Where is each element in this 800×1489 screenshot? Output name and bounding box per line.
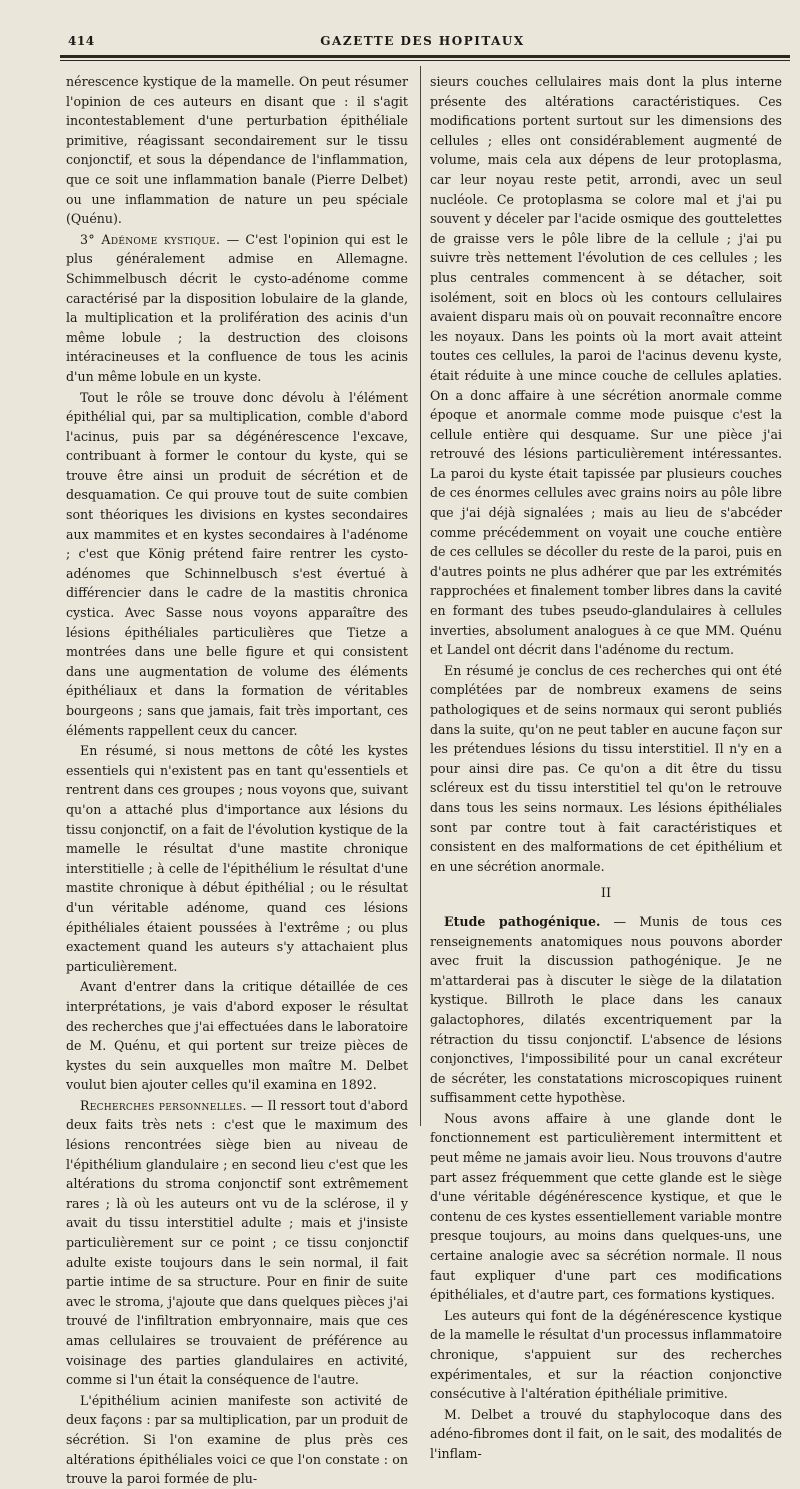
running-title: GAZETTE DES HOPITAUX bbox=[320, 34, 525, 48]
page-number: 414 bbox=[68, 34, 95, 48]
header-rule-thin bbox=[60, 60, 790, 61]
page-header bbox=[60, 30, 785, 50]
paragraph: En résumé, si nous mettons de côté les kystes essentiels qui n'existent pas en tant qu'essentiels et rentrent dans ces groupes ; nous voyons que, suivant qu'on a attaché plus d'importance aux lésions du tissu conjonctif, on a fait de l'évolution kystique de la mamelle le résultat d'une mastite chronique interstitielle ; à celle de l'épithélium le résultat d'une mastite chronique à début épithélial ; ou le résultat d'un véritable adénome, quand ces lésions épithéliales étaient poussées à l'extrême ; ou plus exactement quand les auteurs s'y attachaient plus particulièrement. bbox=[66, 743, 408, 974]
paragraph: M. Delbet a trouvé du staphylocoque dans des adéno-fibromes dont il fait, on le sait, des modalités de l'inflam- bbox=[430, 1406, 782, 1461]
left-column bbox=[66, 72, 408, 1489]
paragraph: Tout le rôle se trouve donc dévolu à l'élément épithélial qui, par sa multiplication, comble d'abord l'acinus, puis par sa dégénérescence l'excave, contribuant à former le contour du kyste, qui se trouve être ainsi un produit de sécrétion et de desquamation. Ce qui prouve tout de suite combien sont théoriques les divisions en kystes secondaires aux mammites et en kystes secondaires à l'adénome ; c'est que König prétend faire rentrer les cysto-adénomes que Schinnelbusch s'est évertué à différencier dans le cadre de la mastitis chronica cystica. Avec Sasse nous voyons apparaître des lésions épithéliales particulières que Tietze a montrées dans une belle figure et qui consistent dans une augmentation de volume des éléments épithéliaux et dans la formation de véritables bourgeons ; sans que jamais, fait très important, ces éléments rappellent ceux du cancer. bbox=[66, 389, 408, 738]
right-column bbox=[430, 72, 782, 1464]
paragraph: Les auteurs qui font de la dégénérescence kystique de la mamelle le résultat d'un processus inflammatoire chronique, s'appuient sur des recherches expérimentales, et sur la réaction conjonctive consécutive à l'altération épithéliale primitive. bbox=[430, 1307, 782, 1402]
column-divider bbox=[420, 66, 421, 1126]
paragraph: Nous avons affaire à une glande dont le fonctionnement est particulièrement intermittent et peut même ne jamais avoir lieu. Nous trouvons d'autre part assez fréquemment que cette glande est le siège d'une véritable dégénérescence kystique, et que le contenu de ces kystes essentiellement variable montre presque toujours, au moins dans quelques-uns, une certaine analogie avec sa sécrétion normale. Il nous faut expliquer d'une part ces modifications épithéliales, et d'autre part, ces formations kystiques. bbox=[430, 1110, 782, 1303]
paragraph-text: — Munis de tous ces renseignements anatomiques nous pouvons aborder avec fruit la discussion pathogénique. Je ne m'attarderai pas à discuter le siège de la dilatation kystique. Billroth le place dans les canaux galactophores, dilatés excentriquement par la rétraction du tissu conjonctif. L'absence de lésions conjonctives, l'impossibilité pour un canal excréteur de sécréter, les constatations microscopiques ruinent suffisamment cette hypothèse. bbox=[430, 913, 782, 1106]
paragraph: sieurs couches cellulaires mais dont la plus interne présente des altérations caractéristiques. Ces modifications portent surtout sur les dimensions des cellules ; elles ont considérablement augmenté de volume, mais cela aux dépens de leur protoplasma, car leur noyau reste petit, arrondi, avec un seul nucléole. Ce protoplasma se colore mal et j'ai pu souvent y déceler par l'acide osmique des gouttelettes de graisse vers le pôle libre de la cellule ; j'ai pu suivre très nettement l'évolution de ces cellules ; les plus centrales commencent à se détacher, soit isolément, soit en blocs où les contours cellulaires avaient disparu mais où on pouvait reconnaître encore les noyaux. Dans les points où la mort avait atteint toutes ces cellules, la paroi de l'acinus devenu kyste, était réduite à une mince couche de cellules aplaties. On a donc affaire à une sécrétion anormale comme époque et anormale comme mode puisque c'est la cellule entière qui desquame. Sur une pièce j'ai retrouvé des lésions particulièrement intéressantes. La paroi du kyste était tapissée par plusieurs couches de ces énormes cellules avec grains noirs au pôle libre que j'ai déjà signalées ; mais au lieu de s'abcéder comme précédemment on voyait une couche entière de ces cellules se décoller du reste de la paroi, puis en d'autres points ne plus adhérer que par les extrémités rapprochées et finalement tomber libres dans la cavité en formant des tubes pseudo-glandulaires à cellules inverties, absolument analogues à ce que MM. Quénu et Landel ont décrit dans l'adénome du rectum. bbox=[430, 74, 782, 658]
subsection-label: 3° Adénome kystique. bbox=[80, 231, 221, 247]
paragraph bbox=[430, 912, 782, 1108]
paragraph: L'épithélium acinien manifeste son activité de deux façons : par sa multiplication, par un produit de sécrétion. Si l'on examine de plus près ces altérations épithéliales voici ce que l'on constate : on trouve la paroi formée de plu- bbox=[66, 1392, 408, 1487]
paragraph: En résumé je conclus de ces recherches qui ont été complétées par de nombreux examens de seins pathologiques et de seins normaux qui seront publiés dans la suite, qu'on ne peut tabler en aucune façon sur les prétendues lésions du tissu interstitiel. Il n'y en a pour ainsi dire pas. Ce qu'on a dit être du tissu scléreux est du tissu interstitiel tel qu'on le retrouve dans tous les seins normaux. Les lésions épithéliales sont par contre tout à fait caractéristiques et consistent en des malformations de cet épithélium et en une sécrétion anormale. bbox=[430, 662, 782, 874]
paragraph-text: — Il ressort tout d'abord deux faits très nets : c'est que le maximum des lésions rencontrées siège bien au niveau de l'épithélium glandulaire ; en second lieu c'est que les altérations du stroma conjonctif sont extrêmement rares ; là où les auteurs ont vu de la sclérose, il y avait du tissu interstitiel adulte ; mais et j'insiste particulièrement sur ce point ; ce tissu conjonctif adulte existe toujours dans le sein normal, il fait partie intime de sa structure. Pour en finir de suite avec le stroma, j'ajoute que dans quelques pièces j'ai trouvé de l'infiltration embryonnaire, mais que ces amas cellulaires se trouvaient de préférence au voisinage des parties glandulaires en activité, comme si l'un était la conséquence de l'autre. bbox=[66, 1097, 409, 1388]
section-number: II bbox=[600, 886, 612, 902]
subsection-label: Recherches personnelles. bbox=[80, 1097, 247, 1113]
paragraph-text: — C'est l'opinion qui est le plus généralement admise en Allemagne. Schimmelbusch décrit le cysto-adénome comme caractérisé par la disposition lobulaire de la glande, la multiplication et la prolifération des acinis d'un même lobule ; la destruction des cloisons intéracineuses et la confluence de tous les acinis d'un même lobule en un kyste. bbox=[66, 231, 408, 384]
paragraph: nérescence kystique de la mamelle. On peut résumer l'opinion de ces auteurs en disant que : il s'agit incontestablement d'une perturbation épithéliale primitive, réagissant secondairement sur le tissu conjonctif, et sous la dépendance de l'inflammation, que ce soit une inflammation banale (Pierre Delbet) ou une inflammation de nature un peu spéciale (Quénu). bbox=[66, 74, 408, 227]
subsection-label: Etude pathogénique. bbox=[444, 913, 601, 929]
paragraph bbox=[66, 1096, 408, 1390]
paragraph bbox=[66, 230, 408, 387]
paragraph: Avant d'entrer dans la critique détaillée de ces interprétations, je vais d'abord exposer le résultat des recherches que j'ai effectuées dans le laboratoire de M. Quénu, et qui portent sur treize pièces de kystes du sein auxquelles mon maître M. Delbet voulut bien ajouter celles qu'il examina en 1892. bbox=[66, 979, 408, 1093]
header-rule bbox=[60, 55, 790, 58]
